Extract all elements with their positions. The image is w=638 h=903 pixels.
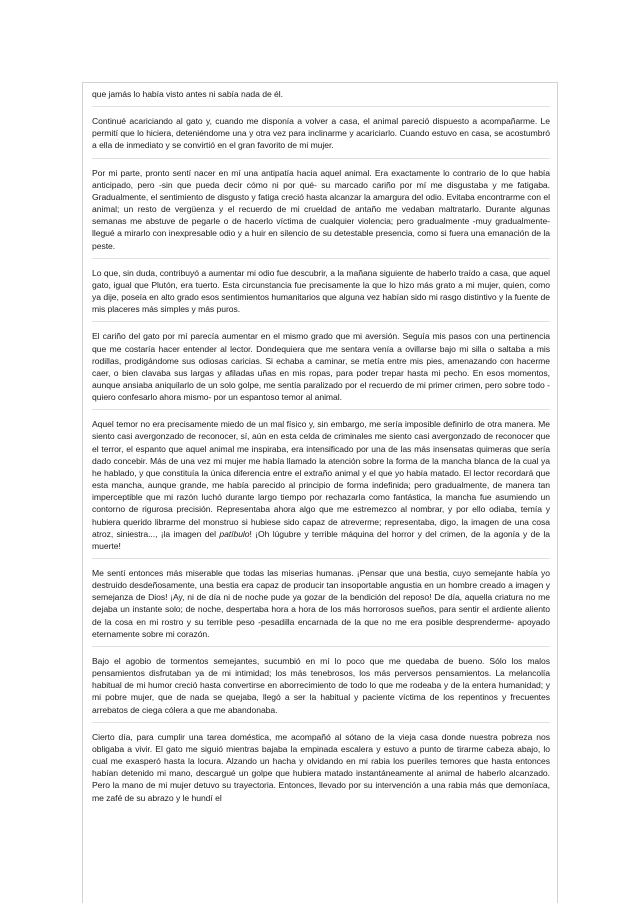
- paragraph-1: que jamás lo había visto antes ni sabía nada de él.: [92, 88, 550, 107]
- paragraph-6-text: Aquel temor no era precisamente miedo de un mal físico y, sin embargo, me sería imposible definirlo de otra manera. Me siento casi avergonzado de reconocer, sí, aún en esta celda de criminales me siento casi avergonzado de reconocer que el terror, el espanto que aquel animal me inspiraba, era intensificado por una de las más insensatas quimeras que sería dado concebir. Más de una vez mi mujer me había llamado la atención sobre la forma de la mancha blanca de la cual ya he hablado, y que constituía la única diferencia entre el extraño animal y el que yo había matado. El lector recordará que esta mancha, aunque grande, me había parecido al principio de forma indefinida; pero gradualmente, de manera tan imperceptible que mi razón luchó durante largo tiempo por rechazarla como fantástica, la mancha fue asumiendo un contorno de rigurosa precisión. Representaba ahora algo que me estremezco al nombrar, y por ello odiaba, temía y hubiera querido librarme del monstruo si hubiese sido capaz de atreverme; representaba, digo, la imagen de una cosa atroz, siniestra..., ¡la imagen del: [92, 419, 550, 539]
- document-body: [92, 88, 550, 818]
- paragraph-7: Me sentí entonces más miserable que todas las miserias humanas. ¡Pensar que una bestia, cuyo semejante había yo destruido desdeñosamente, una bestia era capaz de producir tan insoportable angustia en un hombre creado a imagen y semejanza de Dios! ¡Ay, ni de día ni de noche pude ya gozar de la bendición del reposo! De día, aquella criatura no me dejaba un instante solo; de noche, despertaba hora a hora de los más horrorosos sueños, para sentir el ardiente aliento de la cosa en mi rostro y su terrible peso -pesadilla encarnada de la que no me era posible desprenderme- apoyado eternamente sobre mi corazón.: [92, 567, 550, 647]
- paragraph-5: El cariño del gato por mí parecía aumentar en el mismo grado que mi aversión. Seguía mis pasos con una pertinencia que me costaría hacer entender al lector. Dondequiera que me sentara venía a ovillarse bajo mi silla o saltaba a mis rodillas, prodigándome sus odiosas caricias. Si echaba a caminar, se metía entre mis pies, amenazando con hacerme caer, o bien clavaba sus largas y afiladas uñas en mis ropas, para poder trepar hasta mi pecho. En esos momentos, aunque ansiaba aniquilarlo de un solo golpe, me sentía paralizado por el recuerdo de mi primer crimen, pero sobre todo -quiero confesarlo ahora mismo- por un espantoso temor al animal.: [92, 330, 550, 410]
- paragraph-4: Lo que, sin duda, contribuyó a aumentar mi odio fue descubrir, a la mañana siguiente de haberlo traído a casa, que aquel gato, igual que Plutón, era tuerto. Esta circunstancia fue precisamente la que lo hizo más grato a mi mujer, quien, como ya dije, poseía en alto grado esos sentimientos humanitarios que alguna vez habían sido mi rasgo distintivo y la fuente de mis placeres más simples y más puros.: [92, 267, 550, 323]
- paragraph-2: Continué acariciando al gato y, cuando me disponía a volver a casa, el animal pareció dispuesto a acompañarme. Le permití que lo hiciera, deteniéndome una y otra vez para inclinarme y acariciarlo. Cuando estuvo en casa, se acostumbró a ella de inmediato y se convirtió en el gran favorito de mi mujer.: [92, 115, 550, 158]
- paragraph-6: [92, 418, 550, 559]
- italic-word: patíbulo: [219, 528, 250, 539]
- paragraph-3: Por mi parte, pronto sentí nacer en mí una antipatía hacia aquel animal. Era exactamente lo contrario de lo que había anticipado, pero -sin que pueda decir cómo ni por qué- su marcado cariño por mí me disgustaba y me fatigaba. Gradualmente, el sentimiento de disgusto y fatiga creció hasta alcanzar la amargura del odio. Evitaba encontrarme con el animal; un resto de vergüenza y el recuerdo de mi crueldad de antaño me vedaban maltratarlo. Durante algunas semanas me abstuve de pegarle o de hacerlo víctima de cualquier violencia; pero gradualmente -muy gradualmente- llegué a mirarlo con inexpresable odio y a huir en silencio de su detestable presencia, como si fuera una emanación de la peste.: [92, 167, 550, 259]
- document-page: [82, 82, 558, 903]
- paragraph-9: Cierto día, para cumplir una tarea doméstica, me acompañó al sótano de la vieja casa donde nuestra pobreza nos obligaba a vivir. El gato me siguió mientras bajaba la empinada escalera y estuvo a punto de tirarme cabeza abajo, lo cual me exasperó hasta la locura. Alzando un hacha y olvidando en mi rabia los pueriles temores que hasta entonces habían detenido mi mano, descargué un golpe que hubiera matado instantáneamente al animal de haberlo alcanzado. Pero la mano de mi mujer detuvo su trayectoria. Entonces, llevado por su intervención a una rabia más que demoníaca, me zafé de su abrazo y le hundí el: [92, 731, 550, 803]
- paragraph-6-tail: ! ¡Oh lúgubre y terrible máquina del horror y del crimen, de la agonía y de la muerte!: [92, 528, 550, 551]
- paragraph-8: Bajo el agobio de tormentos semejantes, sucumbió en mí lo poco que me quedaba de bueno. Sólo los malos pensamientos disfrutaban ya de mi intimidad; los más tenebrosos, los más perversos pensamientos. La melancolía habitual de mi humor creció hasta convertirse en aborrecimiento de todo lo que me rodeaba y de la entera humanidad; y mi pobre mujer, que de nada se quejaba, llegó a ser la habitual y paciente víctima de los repentinos y frecuentes arrebatos de ciega cólera a que me abandonaba.: [92, 655, 550, 723]
